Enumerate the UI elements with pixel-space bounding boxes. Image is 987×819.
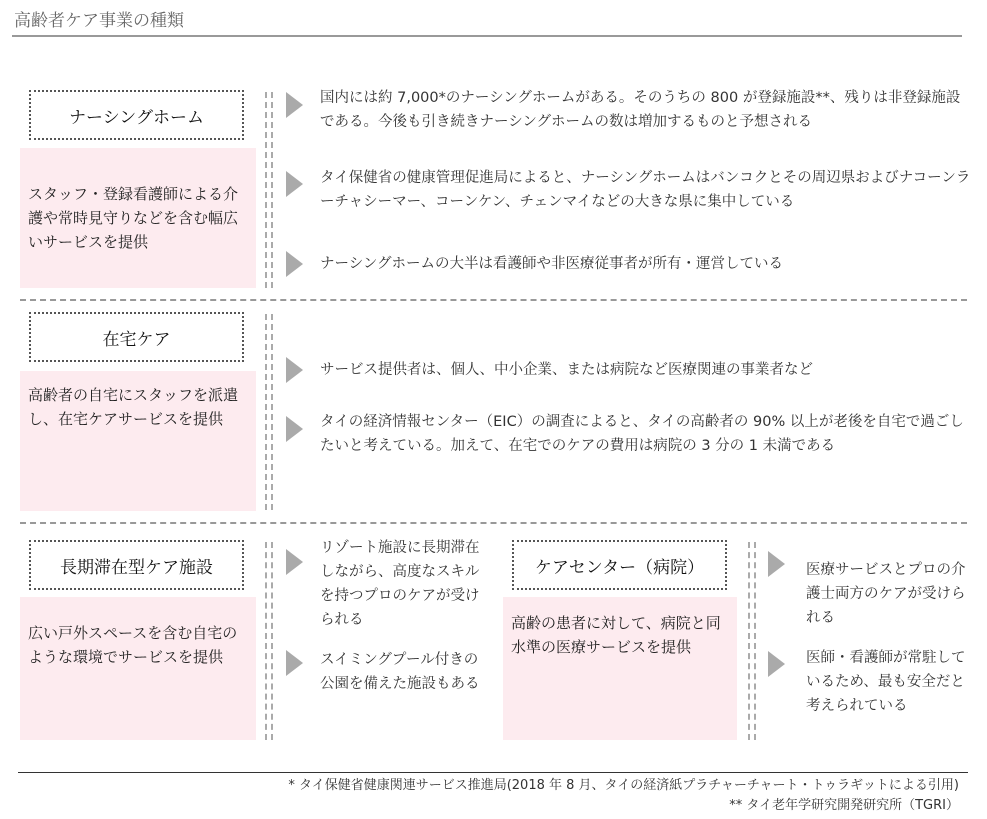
home-care-summary-text: 高齢者の自宅にスタッフを派遣し、在宅ケアサービスを提供 xyxy=(28,386,239,428)
care-center-bullet: 医療サービスとプロの介護士両方のケアが受けられる xyxy=(806,562,966,626)
arrow-icon xyxy=(286,92,303,118)
footnote-source-2: ** タイ老年学研究開発研究所（TGRI） xyxy=(729,798,959,813)
nursing-home-bullet: 国内には約 7,000*のナーシングホームがある。そのうちの 800 が登録施設**、残りは非登録施設である。今後も引き続きナーシングホームの数は増加するものと予想される xyxy=(320,90,961,130)
arrow-icon xyxy=(768,651,785,677)
home-care-label-text: 在宅ケア xyxy=(102,329,171,350)
vertical-separator xyxy=(265,314,267,510)
nursing-home-label xyxy=(29,90,244,140)
vertical-separator xyxy=(748,542,750,740)
care-center-label xyxy=(512,540,727,590)
long-stay-bullet: リゾート施設に長期滞在しながら、高度なスキルを持つプロのケアが受けられる xyxy=(320,540,480,628)
home-care-bullet: タイの経済情報センター（EIC）の調査によると、タイの高齢者の 90% 以上が老後を自宅で過ごしたいと考えている。加えて、在宅でのケアの費用は病院の 3 分の 1 未満である xyxy=(320,414,964,454)
footer-divider xyxy=(18,772,968,773)
long-stay-label xyxy=(29,540,244,590)
long-stay-bullet: スイミングプール付きの公園を備えた施設もある xyxy=(320,652,480,692)
page-title: 高齢者ケア事業の種類 xyxy=(14,11,184,31)
nursing-home-label-text: ナーシングホーム xyxy=(69,107,204,128)
vertical-separator xyxy=(271,92,273,288)
arrow-icon xyxy=(286,171,303,197)
care-center-bullet: 医師・看護師が常駐しているため、最も安全だと考えられている xyxy=(806,650,966,714)
section-separator xyxy=(20,299,967,301)
vertical-separator xyxy=(265,92,267,288)
nursing-home-bullet: ナーシングホームの大半は看護師や非医療従事者が所有・運営している xyxy=(320,256,784,272)
arrow-icon xyxy=(286,549,303,575)
vertical-separator xyxy=(754,542,756,740)
nursing-home-summary-text: スタッフ・登録看護師による介護や常時見守りなどを含む幅広いサービスを提供 xyxy=(28,185,239,251)
home-care-bullet: サービス提供者は、個人、中小企業、または病院など医療関連の事業者など xyxy=(320,362,813,378)
vertical-separator xyxy=(265,542,267,740)
care-center-summary xyxy=(503,597,737,740)
long-stay-summary xyxy=(20,597,256,740)
title-divider xyxy=(12,35,962,37)
arrow-icon xyxy=(768,551,785,577)
arrow-icon xyxy=(286,251,303,277)
home-care-label xyxy=(29,312,244,362)
home-care-summary xyxy=(20,371,256,511)
section-separator xyxy=(20,522,967,524)
arrow-icon xyxy=(286,650,303,676)
vertical-separator xyxy=(271,542,273,740)
vertical-separator xyxy=(271,314,273,510)
long-stay-summary-text: 広い戸外スペースを含む自宅のような環境でサービスを提供 xyxy=(28,624,238,666)
arrow-icon xyxy=(286,416,303,442)
nursing-home-bullet: タイ保健省の健康管理促進局によると、ナーシングホームはバンコクとその周辺県およびナコーンラーチャシーマー、コーンケン、チェンマイなどの大きな県に集中している xyxy=(320,170,971,210)
long-stay-label-text: 長期滞在型ケア施設 xyxy=(60,557,213,578)
care-center-summary-text: 高齢の患者に対して、病院と同水準の医療サービスを提供 xyxy=(511,614,721,656)
footnote-source-1: * タイ保健省健康関連サービス推進局(2018 年 8 月、タイの経済紙プラチャーチャート・トゥラギットによる引用) xyxy=(288,778,959,793)
nursing-home-summary xyxy=(20,148,256,288)
care-center-label-text: ケアセンター（病院） xyxy=(534,557,705,578)
arrow-icon xyxy=(286,357,303,383)
